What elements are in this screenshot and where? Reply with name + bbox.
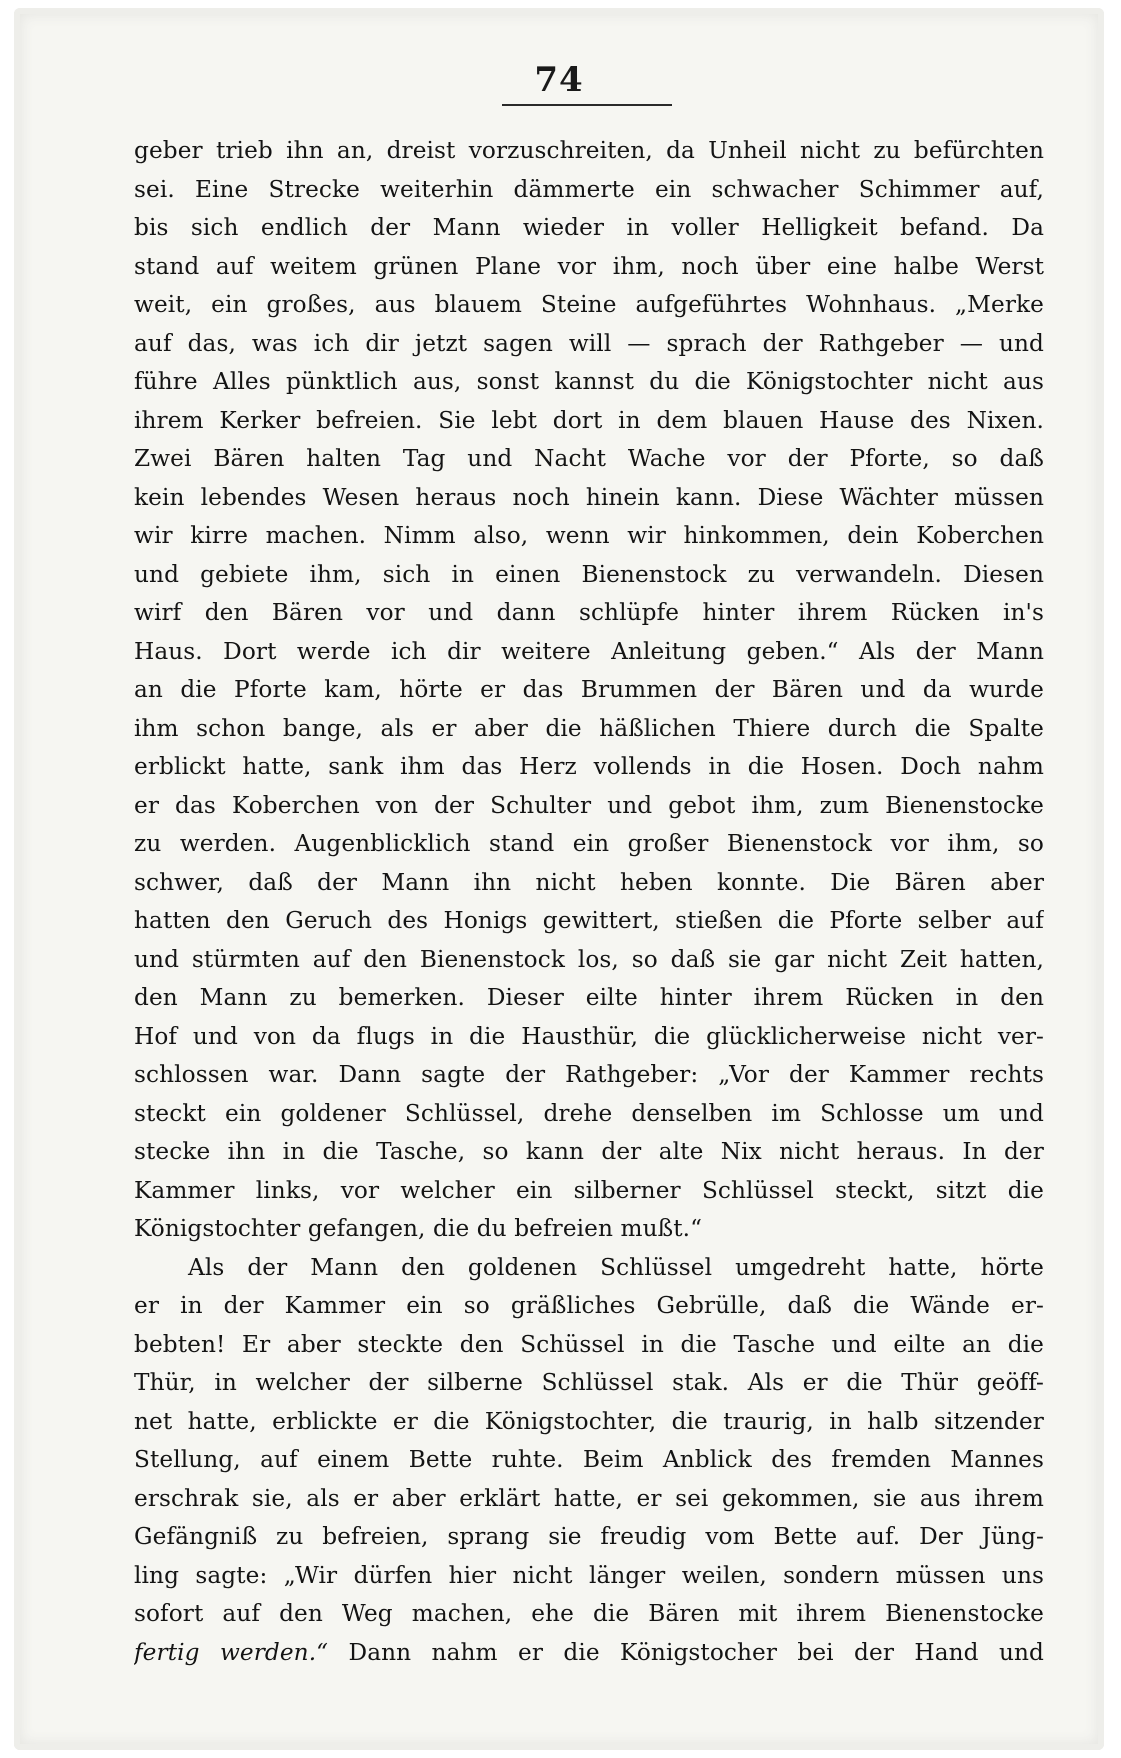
body-text [134, 132, 1044, 1672]
text-line: sei. Eine Strecke weiterhin dämmerte ein schwacher Schimmer auf, [134, 175, 1044, 203]
text-line: und gebiete ihm, sich in einen Bienenstock zu verwandeln. Diesen [134, 560, 1044, 588]
text-line: zu werden. Augenblicklich stand ein großer Bienenstock vor ihm, so [134, 830, 1044, 857]
text-line: auf das, was ich dir jetzt sagen will — sprach der Rathgeber — und [134, 329, 1044, 357]
text-line: wir kirre machen. Nimm also, wenn wir hinkommen, dein Koberchen [134, 522, 1044, 549]
text-line: führe Alles pünktlich aus, sonst kannst du die Königstochter nicht aus [134, 368, 1044, 395]
text-line: er in der Kammer ein so gräßliches Gebrülle, daß die Wände er- [134, 1292, 1044, 1319]
text-line: er das Koberchen von der Schulter und gebot ihm, zum Bienenstocke [134, 791, 1044, 819]
text-line: weit, ein großes, aus blauem Steine aufgeführtes Wohnhaus. „Merke [134, 291, 1044, 318]
final-line-rest: Dann nahm er die Königstocher bei der Hand und [328, 1638, 1044, 1666]
text-line: ling sagte: „Wir dürfen hier nicht länger weilen, sondern müssen uns [134, 1561, 1044, 1589]
text-line: wirf den Bären vor und dann schlüpfe hinter ihrem Rücken in's [134, 599, 1044, 626]
italic-phrase: fertig werden.“ [134, 1638, 329, 1666]
header-rule [502, 104, 672, 106]
text-line: ihm schon bange, als er aber die häßlichen Thiere durch die Spalte [134, 714, 1044, 742]
text-line: net hatte, erblickte er die Königstochter, die traurig, in halb sitzender [134, 1407, 1044, 1435]
text-line: bebten! Er aber steckte den Schüssel in die Tasche und eilte an die [134, 1330, 1044, 1358]
text-line: Haus. Dort werde ich dir weitere Anleitung geben.“ Als der Mann [134, 637, 1044, 665]
text-line: steckt ein goldener Schlüssel, drehe denselben im Schlosse um und [134, 1099, 1044, 1127]
text-line: Zwei Bären halten Tag und Nacht Wache vor der Pforte, so daß [134, 445, 1044, 472]
text-line: ihrem Kerker befreien. Sie lebt dort in dem blauen Hause des Nixen. [134, 406, 1044, 434]
text-line: und stürmten auf den Bienenstock los, so daß sie gar nicht Zeit hatten, [134, 945, 1044, 973]
text-line: geber trieb ihn an, dreist vorzuschreiten, da Unheil nicht zu befürchten [134, 137, 1044, 164]
page-number: 74 [534, 60, 584, 100]
book-page [14, 8, 1104, 1750]
paragraph-end-line: Königstochter gefangen, die du befreien mußt.“ [134, 1215, 703, 1242]
text-line: den Mann zu bemerken. Dieser eilte hinter ihrem Rücken in den [134, 984, 1044, 1011]
text-line: an die Pforte kam, hörte er das Brummen der Bären und da wurde [134, 676, 1044, 703]
text-line: Kammer links, vor welcher ein silberner Schlüssel steckt, sitzt die [134, 1176, 1044, 1204]
text-line: schwer, daß der Mann ihn nicht heben konnte. Die Bären aber [134, 868, 1044, 896]
text-line: schlossen war. Dann sagte der Rathgeber: „Vor der Kammer rechts [134, 1061, 1044, 1088]
text-line: sofort auf den Weg machen, ehe die Bären mit ihrem Bienenstocke [134, 1600, 1044, 1627]
text-line: erschrak sie, als er aber erklärt hatte, er sei gekommen, sie aus ihrem [134, 1484, 1044, 1512]
text-line: bis sich endlich der Mann wieder in voller Helligkeit befand. Da [134, 214, 1044, 241]
text-line: Stellung, auf einem Bette ruhte. Beim Anblick des fremden Mannes [134, 1446, 1044, 1473]
text-line: Thür, in welcher der silberne Schlüssel stak. Als er die Thür geöff- [134, 1369, 1044, 1396]
text-line: stecke ihn in die Tasche, so kann der alte Nix nicht heraus. In der [134, 1138, 1044, 1165]
text-line: Gefängniß zu befreien, sprang sie freudig vom Bette auf. Der Jüng- [134, 1523, 1044, 1550]
final-text-line [134, 1634, 1044, 1673]
text-line: stand auf weitem grünen Plane vor ihm, noch über eine halbe Werst [134, 252, 1044, 280]
paragraph-start-line: Als der Mann den goldenen Schlüssel umgedreht hatte, hörte [188, 1253, 1044, 1281]
text-line: erblickt hatte, sank ihm das Herz vollends in die Hosen. Doch nahm [134, 753, 1044, 780]
text-line: hatten den Geruch des Honigs gewittert, stießen die Pforte selber auf [134, 907, 1044, 934]
text-line: kein lebendes Wesen heraus noch hinein kann. Diese Wächter müssen [134, 483, 1044, 511]
text-line: Hof und von da flugs in die Hausthür, die glücklicherweise nicht ver- [134, 1022, 1044, 1050]
